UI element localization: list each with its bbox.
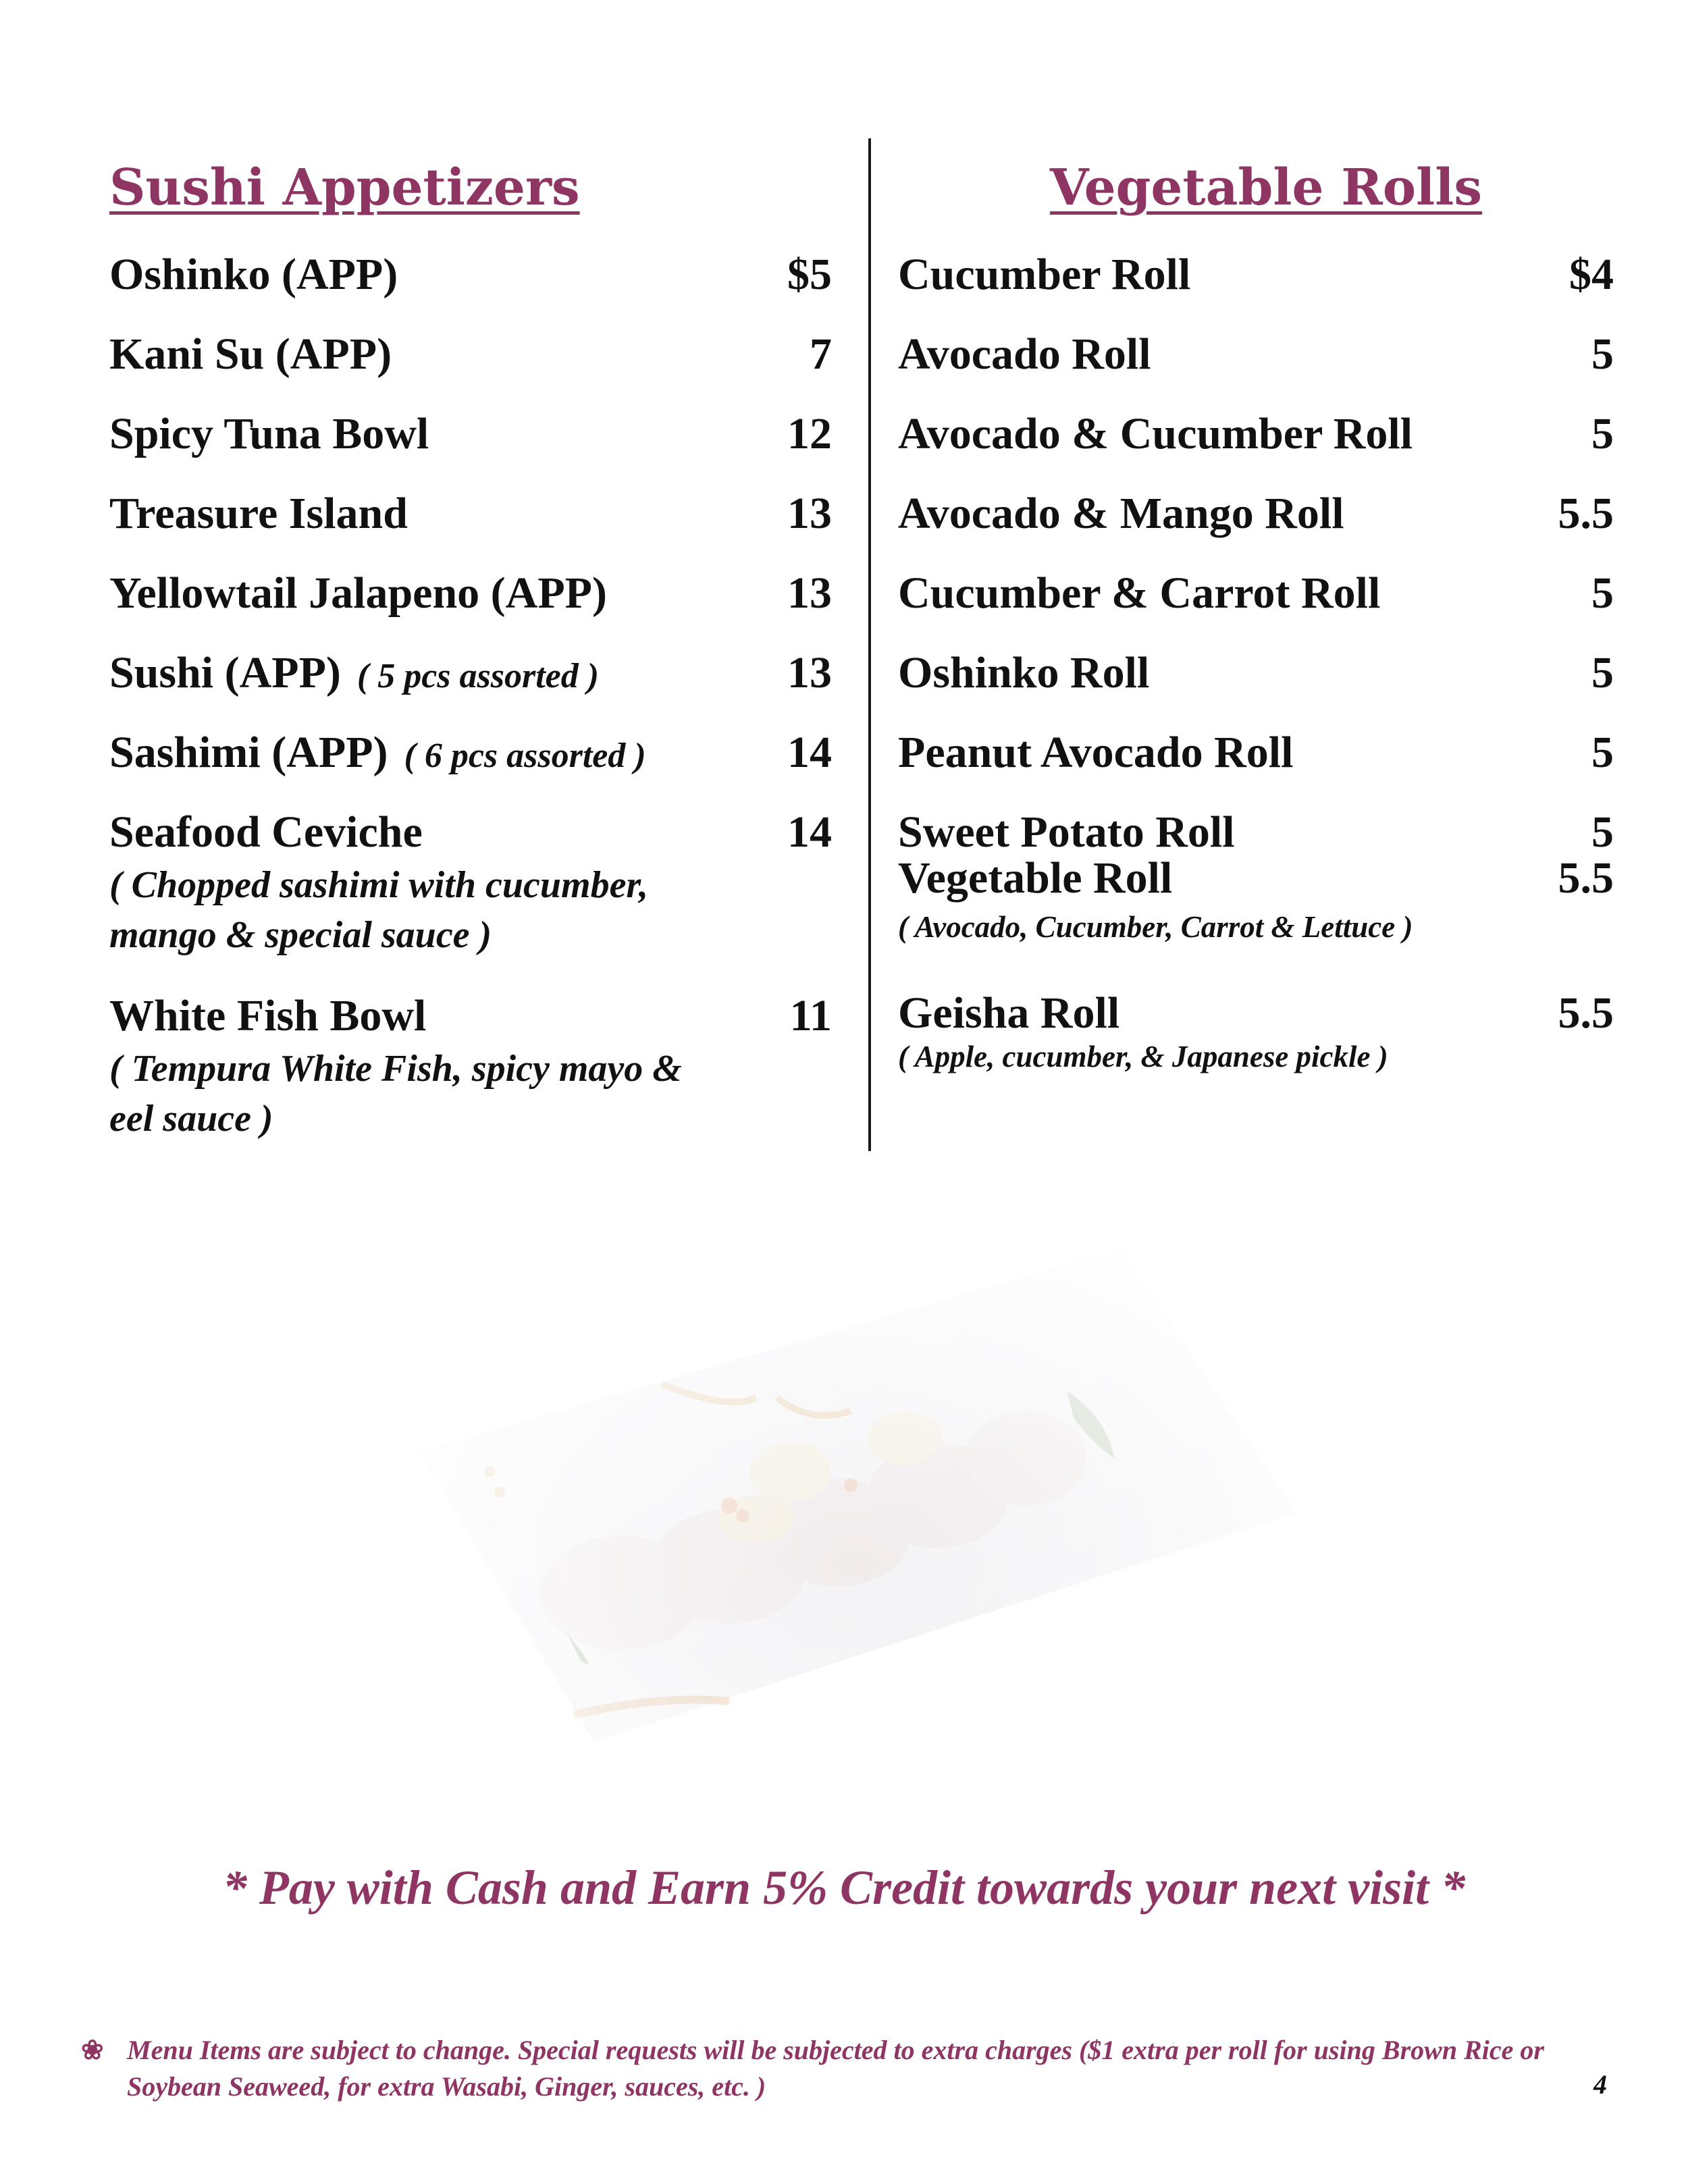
vegetable-rolls-title: Vegetable Rolls <box>1049 159 1483 217</box>
item-description-line: ( Chopped sashimi with cucumber, <box>109 864 649 906</box>
item-price: 5 <box>1591 807 1614 857</box>
item-name: Avocado & Cucumber Roll <box>898 409 1413 458</box>
item-name: Vegetable Roll <box>898 853 1173 903</box>
sushi-appetizers-column <box>109 135 839 1160</box>
item-price: 7 <box>810 329 832 379</box>
menu-item-kani-su <box>109 315 839 394</box>
menu-item-yellowtail-jalapeno <box>109 554 839 633</box>
menu-item-oshinko-roll <box>898 633 1614 713</box>
menu-item-geisha-roll <box>898 974 1614 1053</box>
item-price: 5 <box>1591 648 1614 697</box>
item-price: 5.5 <box>1558 988 1614 1038</box>
item-name: Treasure Island <box>109 489 408 538</box>
menu-item-cucumber-carrot-roll <box>898 554 1614 633</box>
item-name: Yellowtail Jalapeno (APP) <box>109 568 607 618</box>
item-price: 5 <box>1591 409 1614 458</box>
sushi-appetizers-title: Sushi Appetizers <box>109 159 580 217</box>
item-name: Geisha Roll <box>898 988 1120 1038</box>
item-price: 5.5 <box>1558 853 1614 903</box>
menu-item-vegetable-roll <box>898 849 1614 907</box>
item-name: Avocado Roll <box>898 329 1151 379</box>
menu-item-avocado-roll <box>898 315 1614 394</box>
item-price: 5.5 <box>1558 489 1614 538</box>
item-description-line: mango & special sauce ) <box>109 914 492 956</box>
vegetable-rolls-column <box>898 135 1614 1092</box>
menu-item-avocado-mango-roll <box>898 474 1614 554</box>
item-description: ( Apple, cucumber, & Japanese pickle ) <box>898 1040 1388 1073</box>
flower-icon: ❀ <box>81 2035 104 2065</box>
sashimi-plate-photo <box>378 1229 1337 1904</box>
menu-item-treasure-island <box>109 474 839 554</box>
column-divider <box>868 138 871 1151</box>
item-description <box>109 860 839 960</box>
cash-promo-banner: * Pay with Cash and Earn 5% Credit towards your next visit * <box>222 1861 1466 1915</box>
item-name: Spicy Tuna Bowl <box>109 409 429 458</box>
item-price: $4 <box>1569 250 1614 299</box>
item-description-line: eel sauce ) <box>109 1098 273 1140</box>
item-name: Avocado & Mango Roll <box>898 489 1344 538</box>
menu-item-seafood-ceviche <box>109 793 839 872</box>
item-name: Oshinko Roll <box>898 648 1150 697</box>
item-price: 13 <box>787 489 832 538</box>
item-name: Oshinko (APP) <box>109 250 398 299</box>
footer-note <box>81 2032 1614 2105</box>
item-price: $5 <box>787 250 832 299</box>
item-name: Sweet Potato Roll <box>898 807 1235 857</box>
menu-item-spicy-tuna-bowl <box>109 394 839 474</box>
item-price: 13 <box>787 648 832 697</box>
item-price: 13 <box>787 568 832 618</box>
menu-item-peanut-avocado-roll <box>898 713 1614 793</box>
item-price: 5 <box>1591 728 1614 777</box>
menu-item-cucumber-roll <box>898 235 1614 315</box>
menu-item-avocado-cucumber-roll <box>898 394 1614 474</box>
item-name: Cucumber & Carrot Roll <box>898 568 1381 618</box>
item-name-group <box>109 633 599 716</box>
item-description: ( Avocado, Cucumber, Carrot & Lettuce ) <box>898 910 1413 944</box>
item-price: 14 <box>787 807 832 857</box>
item-name: Seafood Ceviche <box>109 807 423 857</box>
page-number: 4 <box>1593 2069 1607 2100</box>
photo-fade-overlay <box>378 1229 1337 1904</box>
item-description-line: ( Tempura White Fish, spicy mayo & <box>109 1048 682 1090</box>
menu-item-oshinko-app <box>109 235 839 315</box>
menu-item-sashimi-app <box>109 713 839 793</box>
item-price: 11 <box>789 991 832 1040</box>
item-name: Sashimi (APP) <box>109 728 388 777</box>
item-note: ( 5 pcs assorted ) <box>357 657 600 695</box>
item-name: Peanut Avocado Roll <box>898 728 1294 777</box>
item-name: White Fish Bowl <box>109 991 427 1040</box>
item-name-group <box>109 713 646 796</box>
item-note: ( 6 pcs assorted ) <box>404 737 646 775</box>
item-price: 14 <box>787 728 832 777</box>
item-price: 12 <box>787 409 832 458</box>
item-price: 5 <box>1591 568 1614 618</box>
item-name: Cucumber Roll <box>898 250 1191 299</box>
item-price: 5 <box>1591 329 1614 379</box>
item-name: Sushi (APP) <box>109 648 341 697</box>
item-name: Kani Su (APP) <box>109 329 392 379</box>
item-description <box>109 1044 839 1144</box>
menu-item-white-fish-bowl <box>109 976 839 1056</box>
menu-item-sushi-app <box>109 633 839 713</box>
footer-note-text: Menu Items are subject to change. Special requests will be subjected to extra charges ($1 extra per roll for using Brown Rice or Soybean Seaweed, for extra Wasabi, Ginger, sauces, etc. ) <box>127 2035 1544 2102</box>
